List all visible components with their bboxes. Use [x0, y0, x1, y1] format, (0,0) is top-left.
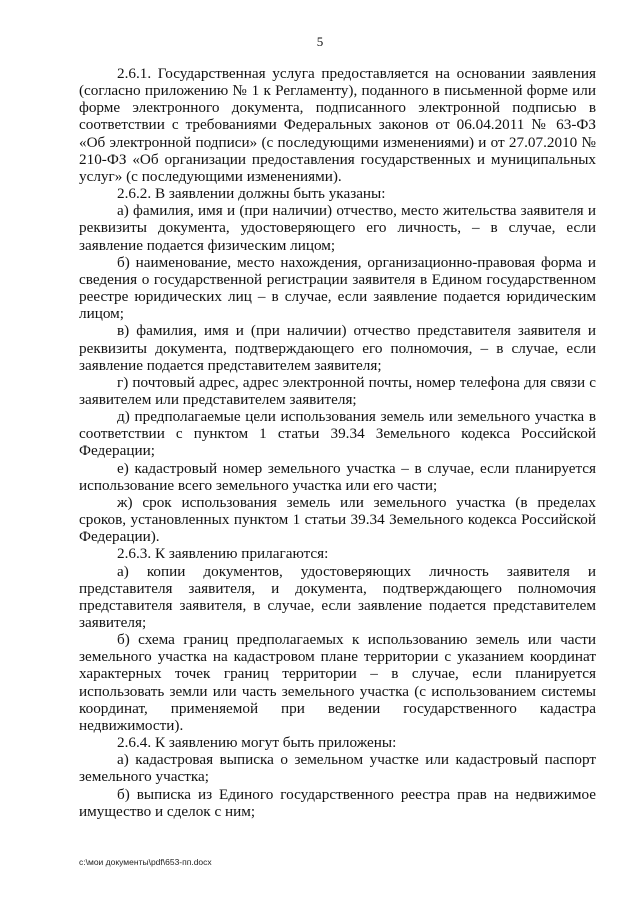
- list-item-d: д) предполагаемые цели использования земель или земельного участка в соответствии с пунктом 1 статьи 39.34 Земельного кодекса Российской Федерации;: [79, 408, 596, 460]
- attachment-item-b: б) схема границ предполагаемых к использованию земель или части земельного участка на кадастровом плане территории с указанием координат характерных точек границ территории – в случае, если планируется использовать земли или часть земельного участка (с использованием системы координат, применяемой при ведении государственного кадастра недвижимости).: [79, 631, 596, 734]
- list-item-v: в) фамилия, имя и (при наличии) отчество представителя заявителя и реквизиты документа, подтверждающего его полномочия, – в случае, если заявление подается представителем заявителя;: [79, 322, 596, 374]
- attachment-item-a: а) копии документов, удостоверяющих личность заявителя и представителя заявителя, и документа, подтверждающего полномочия представителя заявителя, в случае, если заявление подается представителем заявителя;: [79, 562, 596, 631]
- list-item-b: б) наименование, место нахождения, организационно-правовая форма и сведения о государственной регистрации заявителя в Едином государственном реестре юридических лиц – в случае, если заявление подается юридическим лицом;: [79, 253, 596, 323]
- page-number: 5: [316, 34, 324, 49]
- paragraph-2-6-3-heading: 2.6.3. К заявлению прилагаются:: [117, 545, 329, 563]
- list-item-zh: ж) срок использования земель или земельного участка (в пределах сроков, установленных пунктом 1 статьи 39.34 Земельного кодекса Российской Федерации).: [79, 493, 596, 546]
- list-item-a: а) фамилия, имя и (при наличии) отчество, место жительства заявителя и реквизиты документа, удостоверяющего его личность, – в случае, если заявление подается физическим лицом;: [79, 202, 596, 254]
- footer-file-path: c:\мои документы\pdf\653-пп.docx: [79, 857, 212, 867]
- paragraph-2-6-2-heading: 2.6.2. В заявлении должны быть указаны:: [117, 185, 386, 203]
- list-item-e: е) кадастровый номер земельного участка – в случае, если планируется использование всего земельного участка или его части;: [79, 459, 596, 494]
- optional-item-b: б) выписка из Единого государственного реестра прав на недвижимое имущество и сделок с ним;: [79, 785, 596, 820]
- paragraph-2-6-4-heading: 2.6.4. К заявлению могут быть приложены:: [117, 734, 397, 752]
- document-body: [79, 65, 596, 820]
- optional-item-a: а) кадастровая выписка о земельном участке или кадастровый паспорт земельного участка;: [79, 751, 596, 786]
- paragraph-2-6-1: 2.6.1. Государственная услуга предоставляется на основании заявления (согласно приложению № 1 к Регламенту), поданного в письменной форме или форме электронного документа, подписанного электронной подписью в соответствии с требованиями Федеральных законов от 06.04.2011 № 63-ФЗ «Об электронной подписи» (с последующими изменениями) и от 27.07.2010 № 210-ФЗ «Об организации предоставления государственных и муниципальных услуг» (с последующими изменениями).: [79, 65, 596, 185]
- list-item-g: г) почтовый адрес, адрес электронной почты, номер телефона для связи с заявителем или представителем заявителя;: [79, 373, 596, 408]
